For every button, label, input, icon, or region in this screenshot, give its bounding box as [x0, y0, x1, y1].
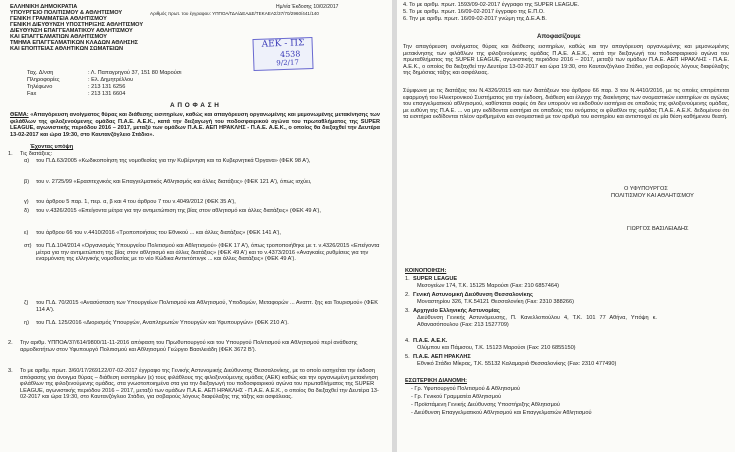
list-item	[8, 340, 382, 353]
header-line: ΥΠΟΥΡΓΕΙΟ ΠΟΛΙΤΙΣΜΟΥ & ΑΘΛΗΤΙΣΜΟΥ	[10, 10, 123, 16]
stamp-line: ΑΕΚ - ΠΣ	[261, 38, 305, 50]
list-item	[24, 243, 382, 263]
recipient-number: 2.	[405, 292, 410, 298]
recipient-name: Π.Α.Ε. Α.Ε.Κ.	[413, 338, 448, 344]
signature-title: ΠΟΛΙΤΙΣΜΟΥ ΚΑΙ ΑΘΛΗΤΙΣΜΟΥ	[611, 193, 694, 199]
subject-paragraph	[10, 112, 380, 138]
list-item	[24, 300, 382, 313]
recipient-number: 1.	[405, 276, 410, 282]
recipient-address: Ολύμπου και Πάμισου, Τ.Κ. 15123 Μαρούσι (Fax: 210 6855150)	[417, 345, 576, 351]
item-number: β)	[24, 179, 30, 185]
contact-label: Τηλέφωνο	[27, 84, 53, 90]
list-item	[24, 320, 382, 327]
subject-label: ΘΕΜΑ:	[10, 112, 29, 118]
item-text: του άρθρου 5 παρ. 1, περ. α, β και 4 του άρθρου 7 του ν.4049/2012 (ΦΕΚ 35 Α'),	[36, 199, 236, 205]
stamp-line: 9/2/17	[276, 58, 299, 68]
item-number: στ)	[24, 243, 32, 249]
item-text: του ν. 2725/99 «Ερασιτεχνικός και Επαγγελματικός Αθλητισμός και άλλες διατάξεις» (ΦΕΚ 121 Α'), όπως ισχύει,	[36, 179, 312, 185]
item-text: Τις διατάξεις:	[20, 151, 53, 157]
recipient-address: Διεύθυνση Γενικής Αστυνόμευσης, Π. Κανελλοπούλου 4, Τ.Κ. 101 77 Αθήνα, Υπόψη κ. Αθανασόπουλου (Fax: 213 1527709)	[417, 315, 657, 328]
recipient-name: SUPER LEAGUE	[413, 276, 458, 282]
decision-title: Α Π Ο Φ Α Σ Η	[170, 102, 220, 109]
item-text: του ν.4326/2015 «Επείγοντα μέτρα για την αντιμετώπιση της βίας στον αθλητισμό και άλλες διατάξεις» (ΦΕΚ 49 Α'),	[36, 208, 321, 214]
item-number: α)	[24, 158, 30, 164]
item-number: 3.	[8, 368, 13, 374]
header-line: ΚΑΙ ΕΠΑΓΓΕΛΜΑΤΙΩΝ ΑΘΛΗΤΙΣΜΟΥ	[10, 34, 108, 40]
item-text: του Π.Δ. 70/2015 «Ανασύσταση των Υπουργείων Πολιτισμού και Αθλητισμού, Υποδομών, Μεταφορών ... Αναπτ. ξης και Τουρισμού» (ΦΕΚ 114 Α').	[36, 300, 378, 313]
item-number: η)	[24, 320, 29, 326]
list-item	[24, 230, 382, 237]
internal-recipient: - Διεύθυνση Επαγγελματικού Αθλητισμού και Επαγγελματιών Αθλητισμού	[411, 410, 592, 416]
item-number: 1.	[8, 151, 13, 157]
list-item	[24, 179, 382, 186]
item-text: του Π.Δ. 125/2016 «Διορισμός Υπουργών, Αναπληρωτών Υπουργών και Υφυπουργών» (ΦΕΚ 210 Α').	[36, 320, 289, 326]
subject-text: «Απαγόρευση ανοίγματος θύρας και διάθεσης εισιτηρίων, καθώς και απαγόρευση οργανωμένης και μεμονωμένης μετακίνησης των φιλάθλων της φιλοξενούμενης ομάδας Π.Α.Ε. Α.Ε.Κ., κατά την διεξαγωγή του ποδοσφαιρικού αγώνα του πρωταθλήματος της SUPER LEAGUE, αγωνιστικής περιόδου 2016 – 2017, μεταξύ των ομάδων Π.Α.Ε. ΑΕΠ ΗΡΑΚΛΗΣ - Π.Α.Ε. Α.Ε.Κ., ο οποίος θα διεξαχθεί την Δευτέρα 13-02-2017 και ώρα 19:30, στο Καυτανζόγλειο Στάδιο».	[10, 112, 380, 138]
signature-title: Ο ΥΦΥΠΟΥΡΓΟΣ	[624, 186, 668, 192]
item-text: του Π.Δ.63/2005 «Κωδικοποίηση της νομοθεσίας για την Κυβέρνηση και τα Κυβερνητικά Όργανα» (ΦΕΚ 98 Α'),	[36, 158, 311, 164]
protocol-number: Αριθμός πρωτ. του έγγραφου: ΥΠΠΟΑ/ΓΔΑ/ΔΕΑΔΕ/ΤΕΚΑΕΑΣ/37/70/2960/441/140	[150, 11, 319, 16]
item-number: δ)	[24, 208, 29, 214]
contact-value: : 213 131 6604	[88, 91, 126, 97]
list-item: 4. Το με αριθμ. πρωτ. 1593/09-02-2017 έγγραφο της SUPER LEAGUE.	[403, 2, 580, 8]
list-item	[8, 151, 382, 158]
received-stamp	[252, 37, 313, 71]
header-line: ΔΙΕΥΘΥΝΣΗ ΕΠΑΓΓΕΛΜΑΤΙΚΟΥ ΑΘΛΗΤΙΣΜΟΥ	[10, 28, 133, 34]
contact-label: Fax	[27, 91, 37, 97]
issue-date: Ημ/νία Έκδοσης 10/02/2017	[276, 4, 339, 10]
header-line: ΚΑΙ ΕΠΟΠΤΕΙΑΣ ΑΘΛΗΤΙΚΩΝ ΣΩΜΑΤΕΙΩΝ	[10, 46, 124, 52]
item-number: ζ)	[24, 300, 29, 306]
internal-recipient: - Γρ. Γενικού Γραμματέα Αθλητισμού	[411, 394, 502, 400]
item-number: ε)	[24, 230, 29, 236]
contact-value: : 213 131 6256	[88, 84, 126, 90]
recipient-address: Εθνικό Στάδιο Μίκρας, Τ.Κ. 55132 Καλαμαριά Θεσσαλονίκης (Fax: 2310 477490)	[417, 361, 617, 367]
header-line: ΕΛΛΗΝΙΚΗ ΔΗΜΟΚΡΑΤΙΑ	[10, 4, 78, 10]
header-line: ΓΕΝΙΚΗ ΔΙΕΥΘΥΝΣΗ ΥΠΟΣΤΗΡΙΞΗΣ ΑΘΛΗΤΙΣΜΟΥ	[10, 22, 144, 28]
item-number: 2.	[8, 340, 13, 346]
recipients-title: ΚΟΙΝΟΠΟΙΗΣΗ:	[405, 268, 447, 274]
list-item	[24, 199, 382, 206]
recipient-address: Μοναστηρίου 326, Τ.Κ.54121 Θεσσαλονίκη (Fax: 2310 388266)	[417, 299, 574, 305]
header-line: ΤΜΗΜΑ ΕΠΑΓΓΕΛΜΑΤΙΚΩΝ ΚΛΑΔΩΝ ΑΘΛΗΣΗΣ	[10, 40, 139, 46]
list-item: 5. Το με αριθμ. πρωτ. 16/09-02-2017 έγγραφο της Ε.Π.Ο.	[403, 9, 545, 15]
internal-distribution-title: ΕΣΩΤΕΡΙΚΗ ΔΙΑΝΟΜΗ:	[405, 378, 467, 384]
having-in-mind-label: Έχοντας υπόψη	[30, 144, 74, 150]
list-item	[24, 208, 382, 215]
stamp-line: 4538	[279, 49, 301, 60]
contact-label: Πληροφορίες	[27, 77, 60, 83]
contact-label: Ταχ. Δ/νση	[27, 70, 54, 76]
document-page-right	[397, 0, 735, 452]
recipient-name: Γενική Αστυνομική Διεύθυνση Θεσσαλονίκης	[413, 292, 533, 298]
decision-paragraph: Την απαγόρευση ανοίγματος θύρας και διάθεσης εισιτηρίων, καθώς και την απαγόρευση οργανωμένης και μεμονωμένης μετακίνησης των φιλάθλων της φιλοξενούμενης ομάδας Π.Α.Ε. Α.Ε.Κ., κατά την διεξαγωγή του ποδοσφαιρικού αγώνα του πρωταθλήματος της SUPER LEAGUE, αγωνιστικής περιόδου 2016 – 2017, μεταξύ των ομάδων Π.Α.Ε. ΑΕΠ ΗΡΑΚΛΗΣ - Π.Α.Ε. Α.Ε.Κ., ο οποίος θα διεξαχθεί την Δευτέρα 13-02-2017 και ώρα 19:30, στο Καυτανζόγλειο Στάδιο, για σοβαρούς λόγους διαφύλαξης της δημόσιας τάξης και ασφάλειας.	[403, 44, 729, 77]
item-text: του άρθρου 66 του ν.4410/2016 «Τροποποιήσεις του Εθνικού ... και άλλες διατάξεις» (ΦΕΚ 141 Α'),	[36, 230, 281, 236]
internal-recipient: - Γρ. Υφυπουργού Πολιτισμού & Αθλητισμού	[411, 386, 521, 392]
item-number: γ)	[24, 199, 29, 205]
recipient-number: 4.	[405, 338, 410, 344]
contact-value: : Λ. Παπαγρηγού 37, 151 80 Μαρούσι	[88, 70, 182, 76]
legal-basis-paragraph: Σύμφωνα με τις διατάξεις του Ν.4326/2015 και των διατάξεων του άρθρου 66 παρ. 3 του Ν.4410/2016, με τις οποίες επιτρέπεται εφαρμογή του Ηλεκτρονικού Συστήματος για την έκδοση, διάθεση και έλεγχο της διακίνησης των ονομαστικών εισιτηρίων σε αγώνες του επαγγελματικού αθλητισμού, καθίσταται σαφές ότι δεν υπορούν να εκδοθούν εισιτήρια σε οπαδούς της φιλοξενούμενης ομάδας, με ευθύνη της Π.Α.Ε. ... να μην εκδίδονται εισιτήρια σε οπαδούς του ονόματος οι φίλαθλοι της ομάδας Π.Α.Ε. Α.Ε.Κ. δεδομένου ότι τα εισιτήρια εκδίδονται πλέον αριθμημένα και ονομαστικά με τον αριθμό του εισιτηρίου και αντιστοιχεί σε μία θέση καθήμενου θεατή.	[403, 88, 729, 121]
recipient-number: 3.	[405, 308, 410, 314]
list-item: 6. Την με αριθμ. πρωτ. 16/09-02-2017 γνώμη της Δ.Ε.Α.Β.	[403, 16, 547, 22]
recipient-name: Π.Α.Ε. ΑΕΠ ΗΡΑΚΛΗΣ	[413, 354, 471, 360]
item-text: Την αριθμ. ΥΠΠΟΑ/37/614/9800/11-11-2016 απόφαση του Πρωθυπουργού και του Υπουργού Πολιτισμού και Αθλητισμού περί ανάθεσης αρμοδιοτήτων στον Υφυπουργό Πολιτισμού και Αθλητισμού Γεώργιο Βασιλειάδη (ΦΕΚ 3672 Β').	[20, 340, 358, 353]
recipient-number: 5.	[405, 354, 410, 360]
recipient-address: Μεσογείων 174, Τ.Κ. 15125 Μαρούσι (Fax: 210 6857464)	[417, 283, 559, 289]
contact-value: : Ελ. Δημητρέλλου	[88, 77, 134, 83]
list-item	[24, 158, 382, 165]
internal-recipient: - Προϊστάμενη Γενικής Διεύθυνσης Υποστήριξης Αθλητισμού	[411, 402, 560, 408]
signature-name: ΓΙΩΡΓΟΣ ΒΑΣΙΛΕΙΑΔΗΣ	[627, 226, 689, 232]
decision-heading: Αποφασίζουμε	[537, 33, 581, 40]
header-line: ΓΕΝΙΚΗ ΓΡΑΜΜΑΤΕΙΑ ΑΘΛΗΤΙΣΜΟΥ	[10, 16, 107, 22]
list-item	[8, 368, 382, 401]
item-text: του Π.Δ.104/2014 «Οργανισμός Υπουργείου Πολιτισμού και Αθλητισμού» (ΦΕΚ 17 Α'), όπως τροποποιήθηκε με τ. ν.4326/2015 «Επείγοντα μέτρα για την αντιμετώπιση της βίας στον αθλητισμό και άλλες διατάξεις» (ΦΕΚ 49 Α') και το ν.4373/2016 «Αναγκαίες ρυθμίσεις για την εναρμόνιση της ελληνικής νομοθεσίας με το νέο Κώδικα Αντιντόπινγκ ... και άλλες διατάξεις» (ΦΕΚ 49 Α').	[36, 243, 380, 263]
item-text: Το με αριθμ. πρωτ. 3/60/17/269122/07-02-2017 έγγραφο της Γενικής Αστυνομικής Διεύθυνσης Θεσσαλονίκης, με το οποίο εισηγείται την έκδοση απόφασης για άνοιγμα θύρας – διάθεση εισιτηρίων (ε) τους φιλάθλους της φιλοξενούμενης ομάδας (ΑΕΚ) καθώς και την οργανωμένη μετακίνηση φιλάθλων της φιλοξενούμενης ομάδας, στα γνωστοποιημένα στα για την διεξαγωγή του ποδοσφαιρικού αγώνα του πρωταθλήματος της SUPER LEAGUE, αγωνιστικής περιόδου 2016 – 2017, μεταξύ των ομάδων Π.Α.Ε. ΑΕΠ ΗΡΑΚΛΗΣ - Π.Α.Ε. Α.Ε.Κ., ο οποίος θα διεξαχθεί την Δευτέρα 13-02-2017 και ώρα 19:30, στο Καυτανζόγλειο Στάδιο, για σοβαρούς λόγους διαφύλαξης της τάξης και ασφάλειας.	[20, 368, 379, 401]
recipient-name: Αρχηγείο Ελληνικής Αστυνομίας	[413, 308, 500, 314]
